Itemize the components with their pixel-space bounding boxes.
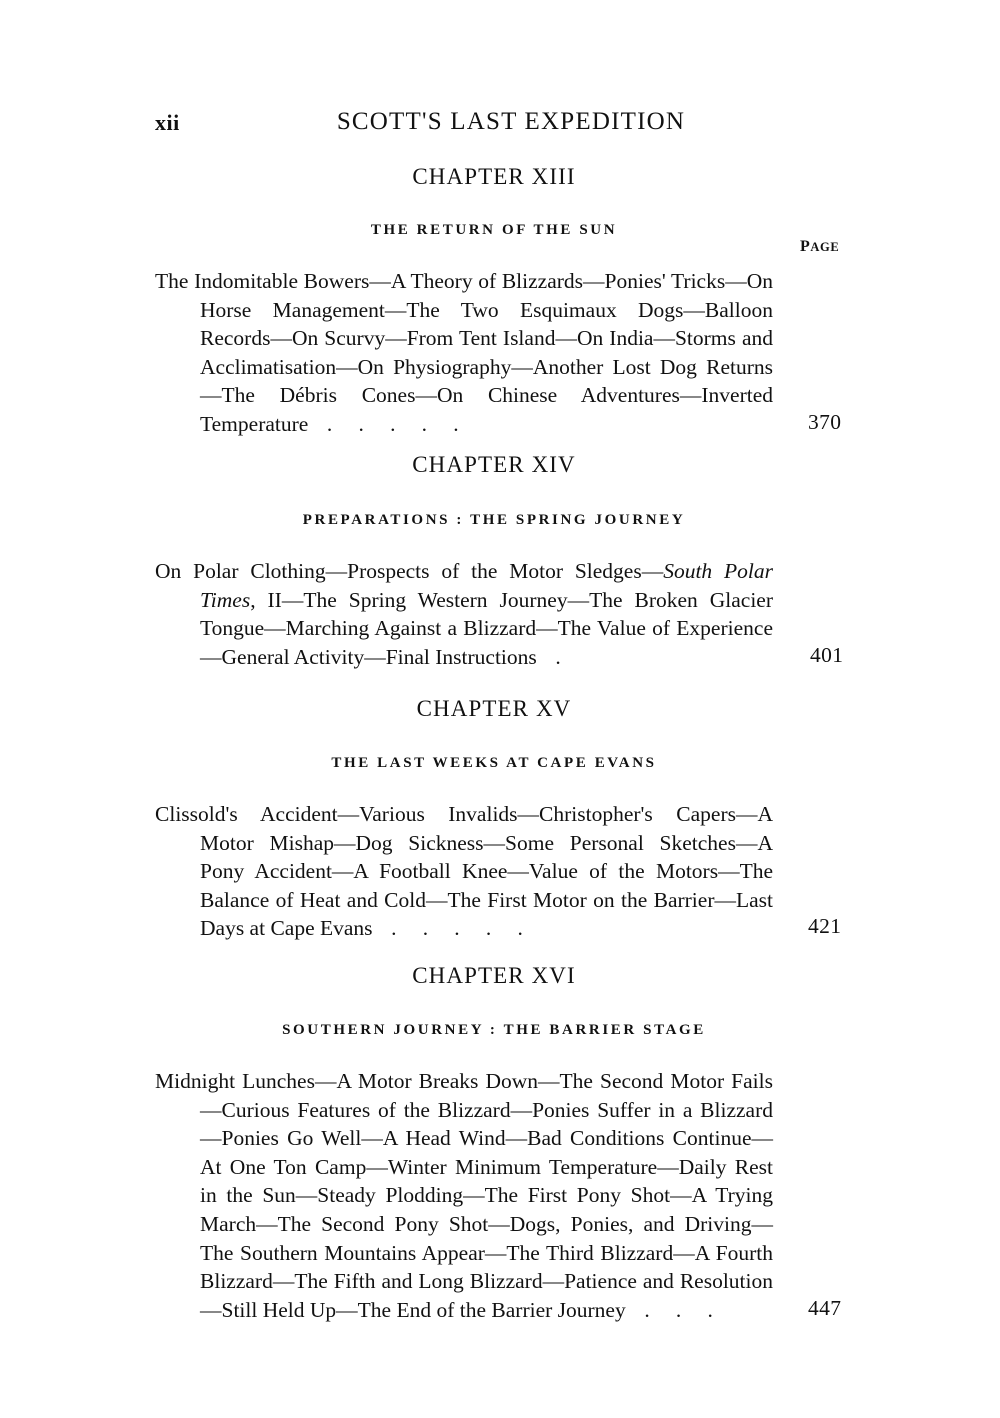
page-column-label-initial: P — [800, 238, 811, 255]
book-title: SCOTT'S LAST EXPEDITION — [336, 108, 686, 135]
chapter-summary: On Polar Clothing—Prospects of the Motor Sledges—South Polar Times, II—The Spring Western Journey—The Broken Glacier Tongue—Marching Against a Blizzard—The Value of Experience—General Activity—Final Instructions . 401 — [155, 559, 844, 669]
chapter-summary: The Indomitable Bowers—A Theory of Blizzards—Ponies' Tricks—On Horse Management—The Two Esquimaux Dogs—Balloon Records—On Scurvy—From Tent Island—On India—Storms and Acclimatisation—On Physiography—Another Lost Dog Returns—The Débris Cones—On Chinese Adventures—Inverted Temperature . . . . . 370 — [155, 269, 842, 436]
chapter-title: CHAPTER XIII — [412, 164, 576, 189]
toc-entry-chapter-xv — [155, 696, 845, 943]
chapter-summary-text: Clissold's Accident—Various Invalids—Christopher's Capers—A Motor Mishap—Dog Sickness—Some Personal Sketches—A Pony Accident—A Football Knee—Value of the Motors—The Balance of Heat and Cold—The First Motor on the Barrier—Last Days at Cape Evans — [155, 802, 773, 941]
chapter-subtitle: SOUTHERN JOURNEY : THE BARRIER STAGE — [282, 1022, 706, 1038]
toc-entry-chapter-xvi — [155, 963, 845, 1324]
leader-dots: . . . . . — [391, 916, 524, 941]
chapter-summary-text: The Indomitable Bowers—A Theory of Blizzards—Ponies' Tricks—On Horse Management—The Two Esquimaux Dogs—Balloon Records—On Scurvy—From Tent Island—On India—Storms and Acclimatisation—On Physiography—Another Lost Dog Returns—The Débris Cones—On Chinese Adventures—Inverted Temperature — [155, 269, 773, 436]
chapter-title: CHAPTER XV — [416, 696, 572, 721]
chapter-summary: Clissold's Accident—Various Invalids—Christopher's Capers—A Motor Mishap—Dog Sickness—Some Personal Sketches—A Pony Accident—A Football Knee—Value of the Motors—The Balance of Heat and Cold—The First Motor on the Barrier—Last Days at Cape Evans . . . . . 421 — [155, 802, 842, 941]
page-folio: xii — [155, 110, 180, 135]
page-column-label-rest: AGE — [810, 240, 840, 254]
chapter-subtitle: PREPARATIONS : THE SPRING JOURNEY — [302, 512, 686, 528]
leader-dots: . . . . . — [326, 411, 459, 436]
chapter-summary-text-after: , II—The Spring Western Journey—The Broken Glacier Tongue—Marching Against a Blizzard—The Value of Experience—General Activity—Final Instructions — [200, 587, 773, 669]
chapter-summary-text-before: On Polar Clothing—Prospects of the Motor Sledges— — [155, 559, 664, 583]
chapter-summary-text: Midnight Lunches—A Motor Breaks Down—The Second Motor Fails—Curious Features of the Blizzard—Ponies Suffer in a Blizzard—Ponies Go Well—A Head Wind—Bad Conditions Continue—At One Ton Camp—Winter Minimum Temperature—Daily Rest in the Sun—Steady Plodding—The First Pony Shot—A Trying March—The Second Pony Shot—Dogs, Ponies, and Driving—The Southern Mountains Appear—The Third Blizzard—A Fourth Blizzard—The Fifth and Long Blizzard—Patience and Resolution—Still Held Up—The End of the Barrier Journey — [155, 1069, 773, 1322]
chapter-title: CHAPTER XVI — [412, 963, 576, 988]
chapter-subtitle: THE RETURN OF THE SUN — [370, 222, 618, 238]
chapter-summary: Midnight Lunches—A Motor Breaks Down—The Second Motor Fails—Curious Features of the Blizzard—Ponies Suffer in a Blizzard—Ponies Go Well—A Head Wind—Bad Conditions Continue—At One Ton Camp—Winter Minimum Temperature—Daily Rest in the Sun—Steady Plodding—The First Pony Shot—A Trying March—The Second Pony Shot—Dogs, Ponies, and Driving—The Southern Mountains Appear—The Third Blizzard—A Fourth Blizzard—The Fifth and Long Blizzard—Patience and Resolution—Still Held Up—The End of the Barrier Journey . . . 447 — [155, 1069, 842, 1322]
chapter-title: CHAPTER XIV — [412, 452, 576, 477]
toc-entry-chapter-xiii — [155, 164, 845, 439]
running-head — [155, 108, 845, 142]
leader-dots: . — [555, 644, 561, 669]
toc-entry-chapter-xiv — [155, 452, 845, 671]
leader-dots: . . . — [644, 1297, 714, 1322]
chapter-summary-italic-title: South Polar Times — [200, 559, 773, 612]
chapter-subtitle: THE LAST WEEKS AT CAPE EVANS — [331, 755, 657, 771]
